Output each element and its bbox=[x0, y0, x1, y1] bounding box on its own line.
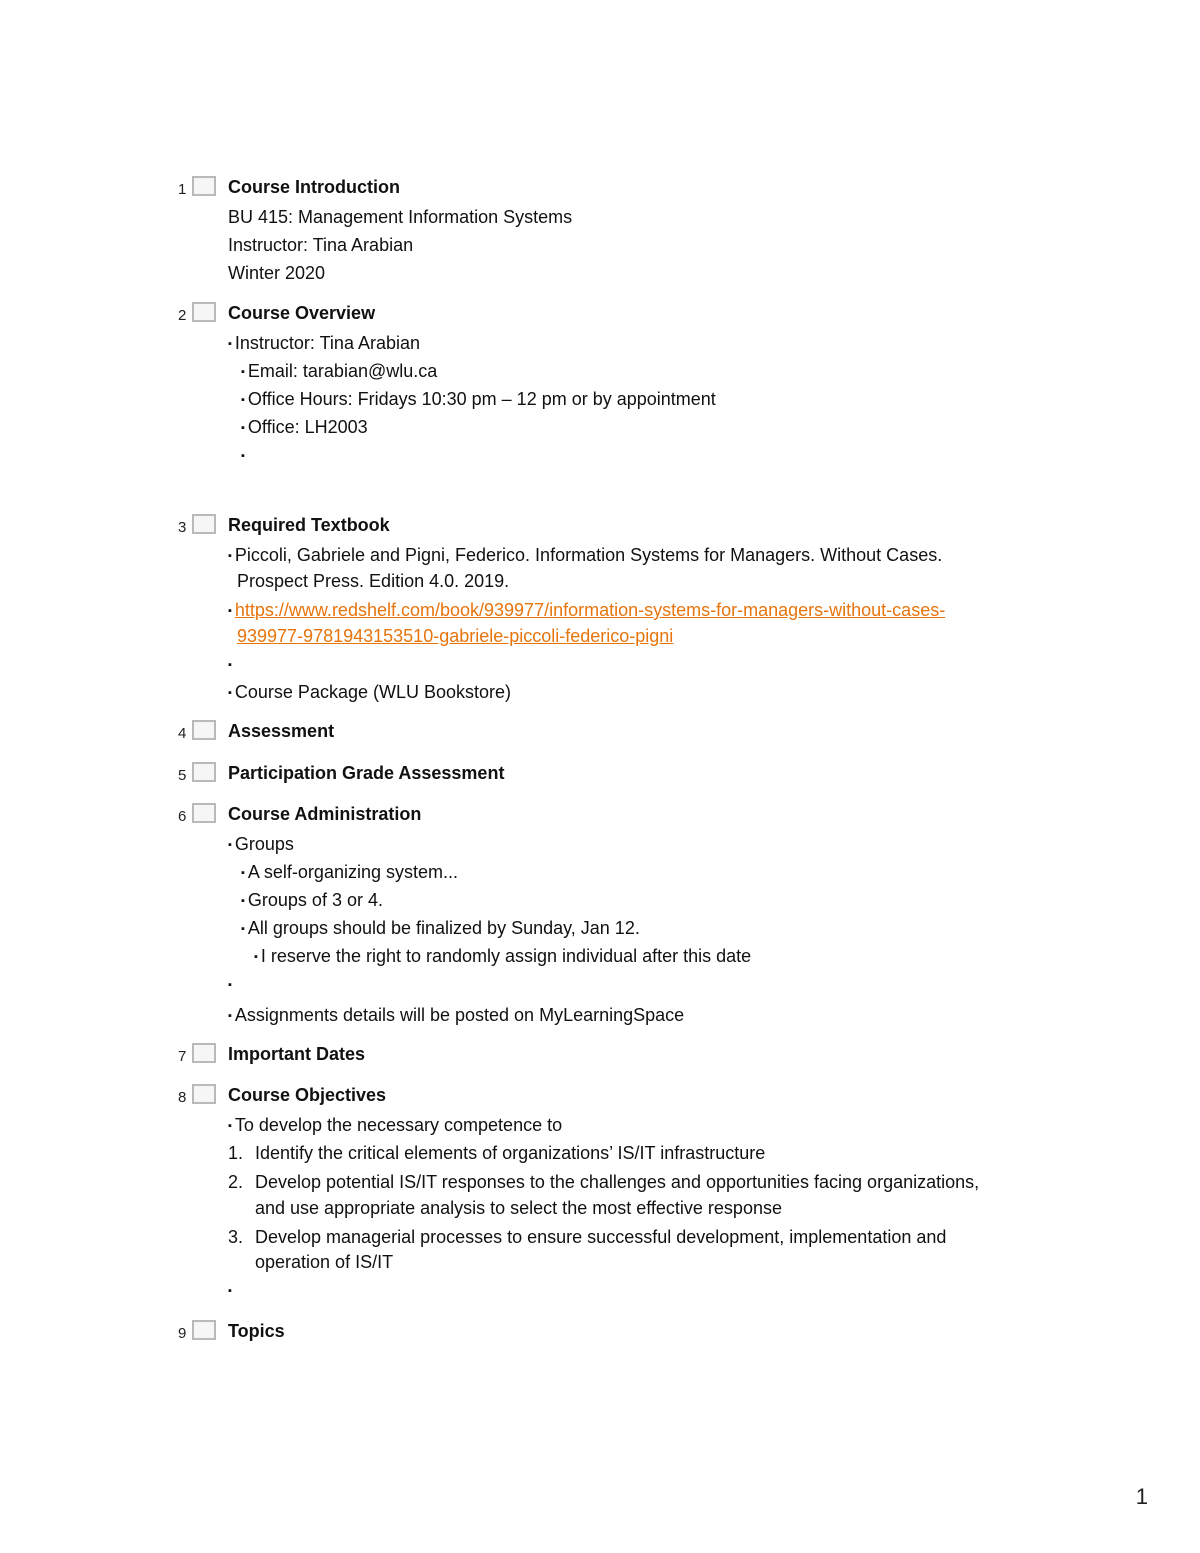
slide-number: 4 bbox=[178, 725, 187, 742]
outline-line: BU 415: Management Information Systems bbox=[228, 207, 573, 227]
bullet-item: ▪ All groups should be finalized by Sunday, Jan 12. bbox=[241, 915, 640, 944]
objective-text: Develop managerial processes to ensure successful development, implementation and bbox=[255, 1227, 947, 1247]
slide-number: 9 bbox=[178, 1325, 187, 1342]
slide-title: Important Dates bbox=[228, 1044, 366, 1064]
slide-thumbnail-icon[interactable] bbox=[192, 1043, 216, 1063]
slide-number: 5 bbox=[178, 767, 187, 784]
bullet-item: ▪ Course Package (WLU Bookstore) bbox=[228, 679, 511, 708]
page-number: 1 bbox=[1135, 1484, 1148, 1509]
slide-thumbnail-icon[interactable] bbox=[192, 176, 216, 196]
slide-thumbnail-icon[interactable] bbox=[192, 302, 216, 322]
outline-line: Instructor: Tina Arabian bbox=[228, 235, 414, 255]
bullet-item: ▪ Groups bbox=[228, 831, 294, 860]
bullet-item: ▪ To develop the necessary competence to bbox=[228, 1112, 562, 1141]
bullet-item bbox=[228, 1277, 235, 1306]
slide-number: 8 bbox=[178, 1089, 187, 1106]
slide-thumbnail-icon[interactable] bbox=[192, 720, 216, 740]
bullet-item: ▪ Office: LH2003 bbox=[241, 414, 368, 443]
bullet-item: ▪ Email: tarabian@wlu.ca bbox=[241, 358, 437, 387]
bullet-item: ▪ A self-organizing system... bbox=[241, 859, 458, 888]
objective-text-cont: operation of IS/IT bbox=[255, 1252, 394, 1272]
textbook-citation-cont: Prospect Press. Edition 4.0. 2019. bbox=[237, 571, 510, 591]
slide-title: Participation Grade Assessment bbox=[228, 763, 505, 783]
objective-text-cont: and use appropriate analysis to select the most effective response bbox=[255, 1198, 782, 1218]
slide-title: Assessment bbox=[228, 721, 335, 741]
objective-text: Identify the critical elements of organizations’ IS/IT infrastructure bbox=[255, 1143, 766, 1163]
slide-thumbnail-icon[interactable] bbox=[192, 762, 216, 782]
slide-title: Course Introduction bbox=[228, 177, 400, 197]
slide-title: Course Overview bbox=[228, 303, 376, 323]
textbook-link-cont[interactable]: 939977-9781943153510-gabriele-piccoli-federico-pigni bbox=[237, 626, 674, 646]
textbook-link-item-cont bbox=[237, 623, 673, 649]
objective-text: Develop potential IS/IT responses to the challenges and opportunities facing organizations, bbox=[255, 1172, 980, 1192]
objective-number: 1. bbox=[228, 1143, 244, 1163]
objective-number: 2. bbox=[228, 1172, 244, 1192]
bullet-item bbox=[241, 442, 248, 471]
bullet-item: ▪ Groups of 3 or 4. bbox=[241, 887, 383, 916]
textbook-citation: ▪ Piccoli, Gabriele and Pigni, Federico. Information Systems for Managers. Without Cases. bbox=[228, 542, 942, 571]
slide-number: 1 bbox=[178, 181, 187, 198]
slide-title: Required Textbook bbox=[228, 515, 390, 535]
bullet-item bbox=[228, 651, 235, 680]
objective-number: 3. bbox=[228, 1227, 244, 1247]
outline-line: Winter 2020 bbox=[228, 263, 326, 283]
slide-thumbnail-icon[interactable] bbox=[192, 1320, 216, 1340]
textbook-link-item bbox=[228, 597, 945, 626]
slide-thumbnail-icon[interactable] bbox=[192, 803, 216, 823]
bullet-item: ▪ Assignments details will be posted on MyLearningSpace bbox=[228, 1002, 684, 1031]
bullet-item: ▪ I reserve the right to randomly assign individual after this date bbox=[254, 943, 751, 972]
slide-title: Course Objectives bbox=[228, 1085, 387, 1105]
slide-number: 7 bbox=[178, 1048, 187, 1065]
slide-number: 3 bbox=[178, 519, 187, 536]
bullet-item bbox=[228, 971, 235, 1000]
slide-thumbnail-icon[interactable] bbox=[192, 1084, 216, 1104]
slide-number: 2 bbox=[178, 307, 187, 324]
bullet-item: ▪ Instructor: Tina Arabian bbox=[228, 330, 420, 359]
slide-title: Topics bbox=[228, 1321, 285, 1341]
slide-number: 6 bbox=[178, 808, 187, 825]
slide-thumbnail-icon[interactable] bbox=[192, 514, 216, 534]
bullet-item: ▪ Office Hours: Fridays 10:30 pm – 12 pm or by appointment bbox=[241, 386, 716, 415]
textbook-link[interactable]: https://www.redshelf.com/book/939977/information-systems-for-managers-without-cases- bbox=[234, 600, 946, 620]
slide-title: Course Administration bbox=[228, 804, 422, 824]
